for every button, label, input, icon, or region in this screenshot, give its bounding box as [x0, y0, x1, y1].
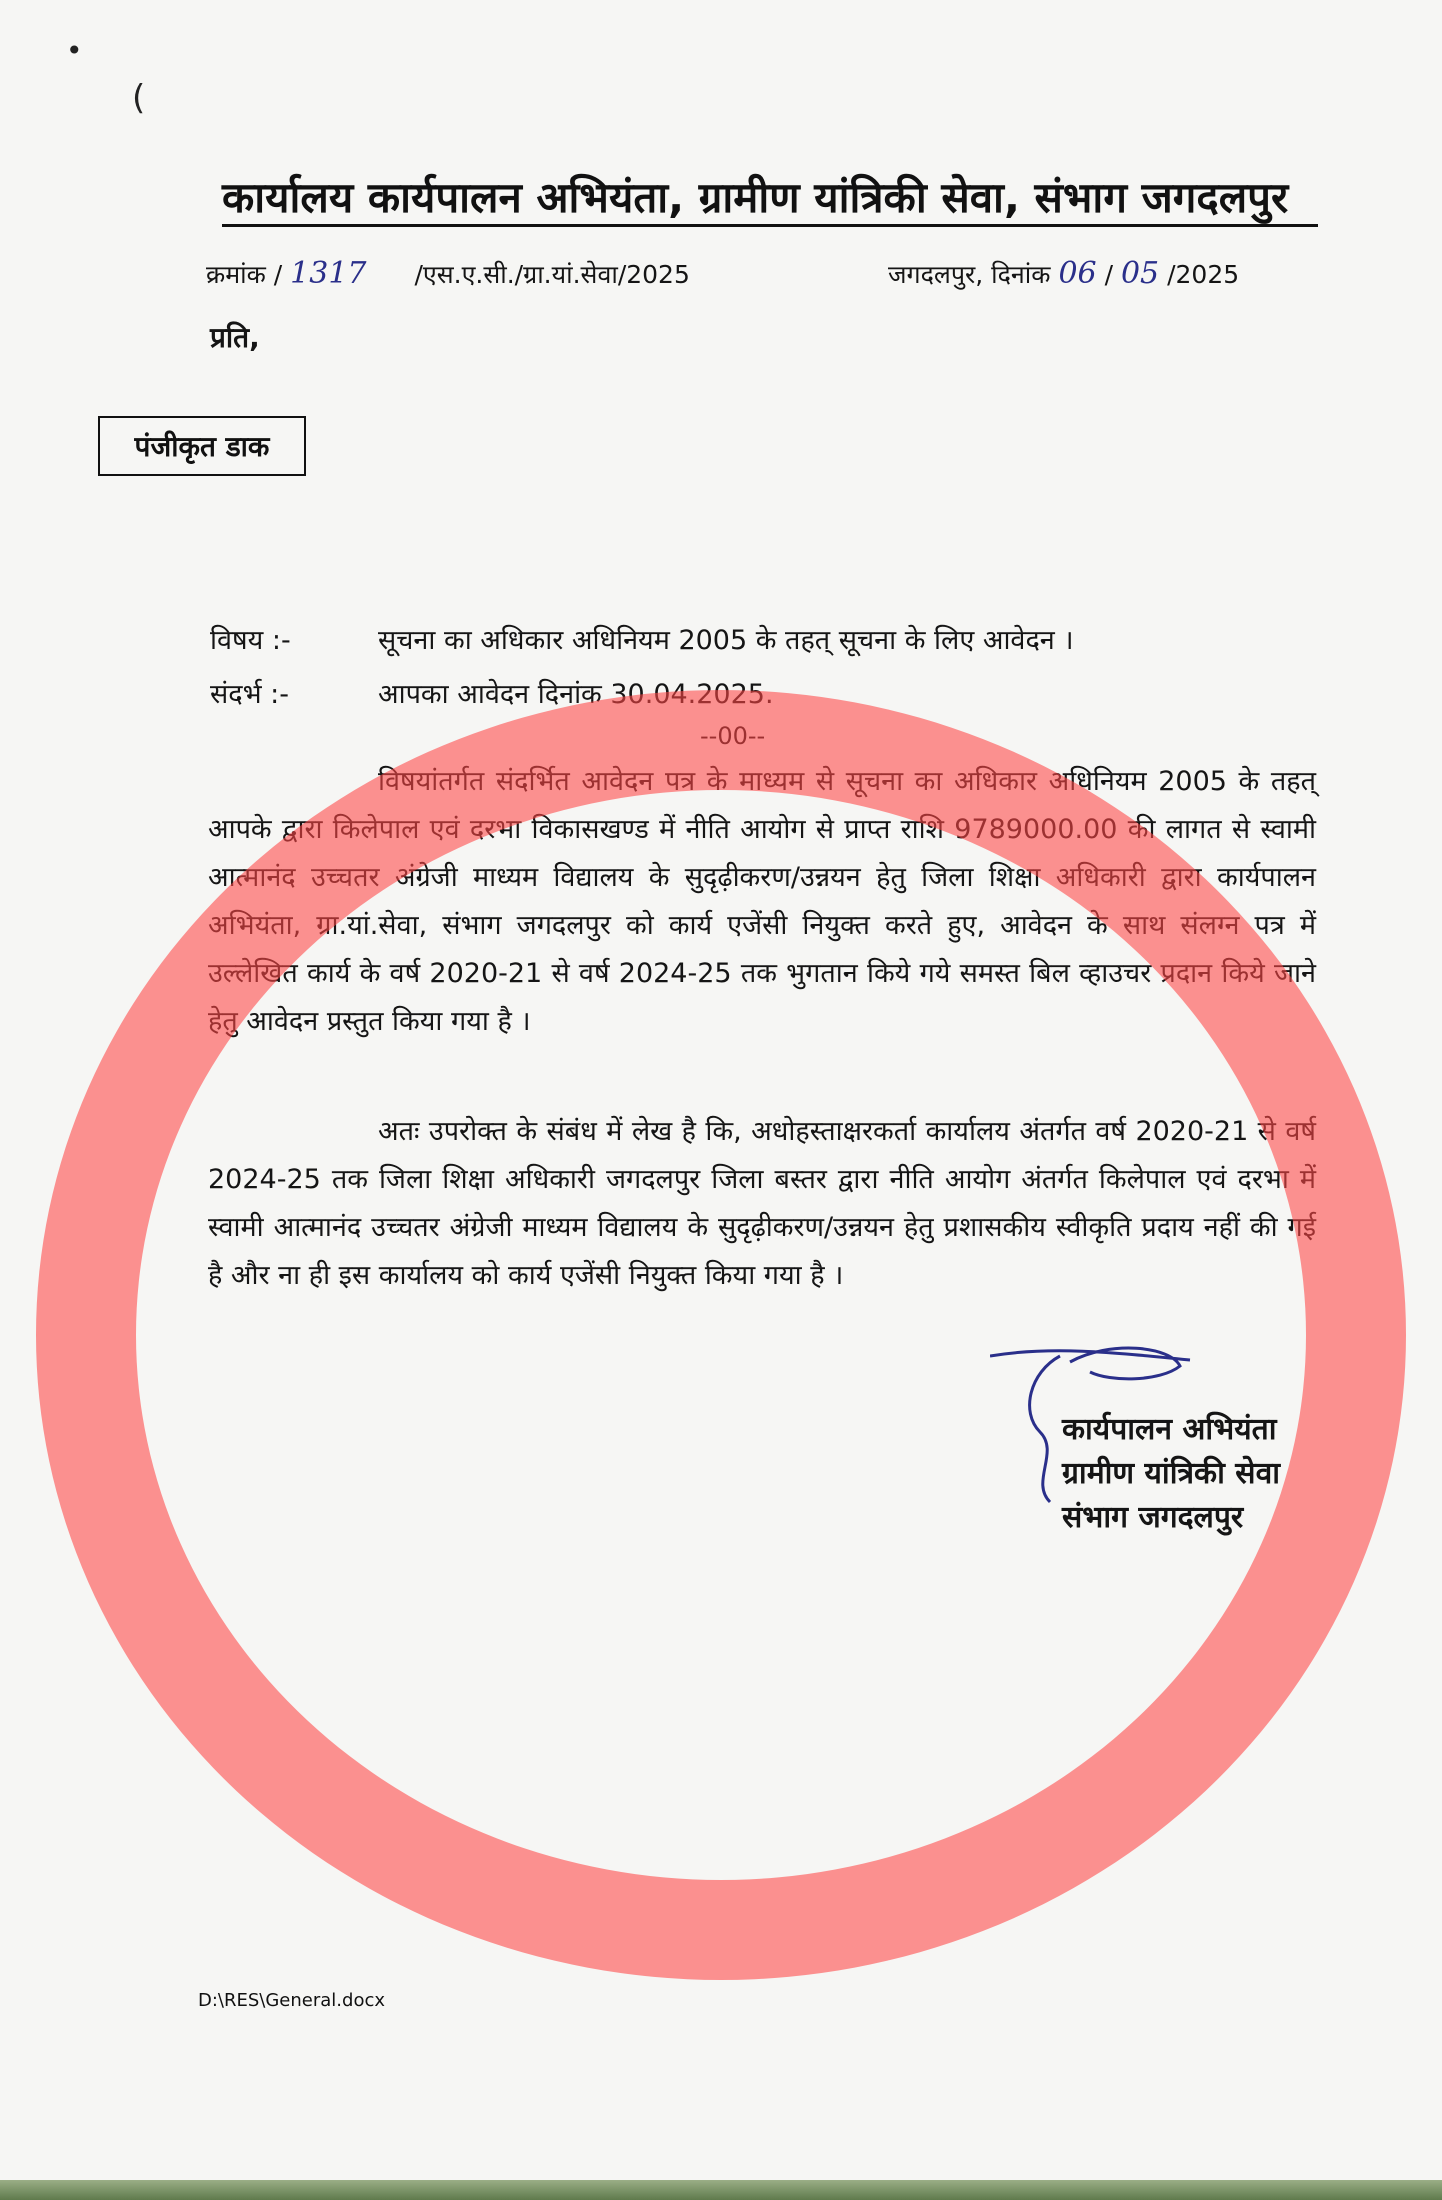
- file-path: D:\RES\General.docx: [198, 1990, 386, 2011]
- reference-suffix: /एस.ए.सी./ग्रा.यां.सेवा/2025: [414, 260, 690, 289]
- separator: --00--: [700, 722, 766, 750]
- signatory-block: [1062, 1408, 1280, 1540]
- date-day: 06: [1058, 256, 1097, 291]
- signatory-division: संभाग जगदलपुर: [1062, 1500, 1244, 1535]
- date-label: जगदलपुर, दिनांक: [888, 260, 1051, 289]
- signatory-department: ग्रामीण यांत्रिकी सेवा: [1062, 1456, 1281, 1491]
- body-paragraph-1: विषयांतर्गत संदर्भित आवेदन पत्र के माध्यम से सूचना का अधिकार अधिनियम 2005 के तहत् आपके द्वारा किलेपाल एवं दरभा विकासखण्ड में नीति आयोग से प्राप्त राशि 9789000.00 की लागत से स्वामी आत्मानंद उच्चतर अंग्रेजी माध्यम विद्यालय के सुदृढ़ीकरण/उन्नयन हेतु जिला शिक्षा अधिकारी द्वारा कार्यपालन अभियंता, ग्रा.यां.सेवा, संभाग जगदलपुर को कार्य एजेंसी नियुक्त करते हुए, आवेदन के साथ संलग्न पत्र में उल्लेखित कार्य के वर्ष 2020-21 से वर्ष 2024-25 तक भुगतान किये गये समस्त बिल व्हाउचर प्रदान किये जाने हेतु आवेदन प्रस्तुत किया गया है ।: [208, 766, 1316, 1037]
- title-underline: [222, 224, 1318, 227]
- reference-text: आपका आवेदन दिनांक 30.04.2025.: [378, 679, 774, 710]
- ink-speck: (: [132, 78, 146, 118]
- subject-label: विषय :-: [210, 625, 291, 656]
- body-paragraph-2: अतः उपरोक्त के संबंध में लेख है कि, अधोहस्ताक्षरकर्ता कार्यालय अंतर्गत वर्ष 2020-21 से वर्ष 2024-25 तक जिला शिक्षा अधिकारी जगदलपुर जिला बस्तर द्वारा नीति आयोग अंतर्गत किलेपाल एवं दरभा में स्वामी आत्मानंद उच्चतर अंग्रेजी माध्यम विद्यालय के सुदृढ़ीकरण/उन्नयन हेतु प्रशासकीय स्वीकृति प्रदाय नहीं की गई है और ना ही इस कार्यालय को कार्य एजेंसी नियुक्त किया गया है ।: [208, 1116, 1316, 1291]
- reference-number: 1317: [290, 256, 367, 291]
- ink-speck: •: [66, 34, 83, 67]
- date-line: जगदलपुर, दिनांक 06 / 05 /2025: [888, 256, 1240, 291]
- signatory-designation: कार्यपालन अभियंता: [1062, 1412, 1277, 1447]
- registered-post-box: पंजीकृत डाक: [98, 416, 306, 476]
- reference-label: क्रमांक: [206, 260, 266, 289]
- office-title: कार्यालय कार्यपालन अभियंता, ग्रामीण यांत्रिकी सेवा, संभाग जगदलपुर: [222, 173, 1289, 222]
- reference-label-2: संदर्भ :-: [210, 679, 289, 710]
- subject-text: सूचना का अधिकार अधिनियम 2005 के तहत् सूचना के लिए आवेदन ।: [378, 625, 1074, 656]
- reference-line: क्रमांक / 1317 /एस.ए.सी./ग्रा.यां.सेवा/2025: [206, 256, 690, 291]
- to-label: प्रति,: [210, 321, 260, 354]
- date-year: /2025: [1167, 260, 1240, 289]
- date-month: 05: [1120, 256, 1160, 291]
- background-surface: [0, 2180, 1442, 2200]
